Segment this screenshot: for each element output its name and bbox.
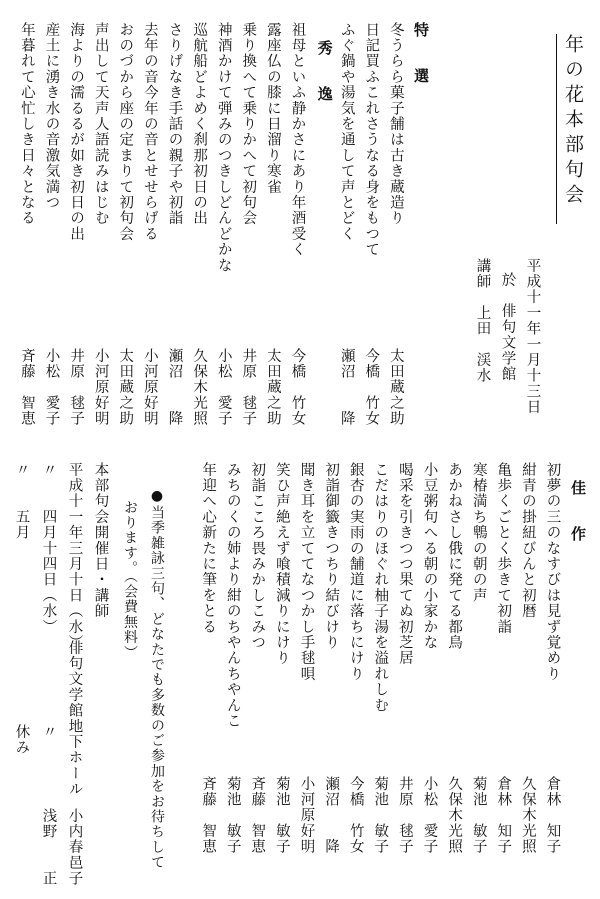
heading-kasaku: 佳 作 [569, 480, 587, 549]
heading-shuitsu: 秀 逸 [315, 40, 334, 109]
haiku-poem: 初詣こころ畏みかしこみつ [249, 462, 266, 651]
haiku-poem: 去年の音今年の音とせせらげる [141, 22, 158, 242]
haiku-author: 太田蔵之助 [117, 348, 134, 427]
schedule-lecturer: 浅野 正 [40, 808, 57, 887]
schedule-place: 〃 [40, 724, 57, 740]
haiku-author: 今橋 竹女 [347, 776, 364, 855]
haiku-poem: 祖母といふ静かさにあり年酒受く [289, 22, 306, 258]
haiku-poem: 神酒かけて弾みのつきしどんどかな [215, 22, 232, 274]
haiku-poem: 日記買ふこれさうなる身をもつて [363, 22, 380, 258]
notice-line2: おります。（会費無料） [122, 500, 138, 661]
haiku-poem: 乗り換へて乗りかへて初句会 [240, 22, 257, 227]
haiku-poem: 海よりの濡るるが如き初日の出 [68, 22, 85, 242]
haiku-author: 井原 毬子 [240, 348, 257, 427]
haiku-author: 小河原好明 [298, 776, 315, 855]
haiku-poem: 産土に湧き水の音激気満つ [43, 22, 60, 211]
schedule-lecturer: 小内春邑子 [66, 808, 83, 887]
haiku-author: 瀬沼 降 [338, 348, 355, 427]
haiku-author: 瀬沼 降 [323, 776, 340, 855]
schedule-date: 平成十一年三月十日（水） [66, 462, 83, 651]
haiku-poem: 寒椿満ち鵯の朝の声 [470, 462, 487, 604]
haiku-author: 斉藤 智恵 [200, 776, 217, 855]
meeting-venue: 於 俳句文学館 [499, 272, 516, 382]
haiku-poem: 紺青の掛紐びんと初暦 [519, 462, 536, 619]
haiku-author: 久保木光照 [446, 776, 463, 855]
haiku-author: 小松 愛子 [215, 348, 232, 427]
page-title: 年の花本部句会 [562, 34, 584, 209]
haiku-author: 小河原好明 [92, 348, 109, 427]
haiku-author: 瀬沼 降 [166, 348, 183, 427]
haiku-author: 菊池 敏子 [470, 776, 487, 855]
haiku-poem: ふぐ鍋や湯気を通して声とどく [338, 22, 355, 242]
divider-mark [140, 452, 142, 460]
haiku-author: 倉林 知子 [544, 776, 561, 855]
haiku-author: 小松 愛子 [421, 776, 438, 855]
haiku-author: 井原 毬子 [68, 348, 85, 427]
haiku-author: 小松 愛子 [43, 348, 60, 427]
title-box [556, 34, 589, 224]
haiku-poem: 声出して天声人語読みはじむ [92, 22, 109, 227]
heading-tokusen: 特 選 [412, 22, 430, 91]
schedule-date: 〃 四月十四日（水） [40, 462, 57, 635]
haiku-poem: 亀歩くごとく歩きて初詣 [495, 462, 512, 635]
haiku-author: 斉藤 智恵 [249, 776, 266, 855]
haiku-poem: 露座仏の膝に日溜り寒雀 [264, 22, 281, 195]
haiku-poem: 笑ひ声絶えず喰積減りにけり [273, 462, 290, 667]
haiku-poem: あかねさし俄に発てる都鳥 [446, 462, 463, 651]
haiku-poem: 喝采を引きつつ果てぬ初芝居 [396, 462, 413, 667]
haiku-author: 久保木光照 [191, 348, 208, 427]
meeting-lecturer: 講師 上田 渓水 [474, 258, 491, 384]
haiku-poem: 年暮れて心忙しき日々となる [18, 22, 35, 227]
haiku-poem: こだはりのほぐれ柚子湯を溢れしむ [372, 462, 389, 714]
haiku-author: 久保木光照 [519, 776, 536, 855]
haiku-author: 小河原好明 [141, 348, 158, 427]
haiku-poem: さりげなき手話の親子や初詣 [166, 22, 183, 227]
haiku-poem: 初夢の三のなすびは見ず覚めり [544, 462, 561, 682]
schedule-heading: 本部句会開催日・講師 [92, 462, 109, 619]
haiku-author: 斉藤 智恵 [18, 348, 35, 427]
haiku-author: 倉林 知子 [495, 776, 512, 855]
haiku-poem: 冬うらら菓子舗は古き蔵造り [387, 22, 404, 227]
haiku-author: 太田蔵之助 [264, 348, 281, 427]
haiku-author: 菊池 敏子 [372, 776, 389, 855]
haiku-poem: 銀杏の実雨の舗道に落ちにけり [347, 462, 364, 682]
haiku-author: 太田蔵之助 [387, 348, 404, 427]
haiku-poem: おのづから座の定まりて初句会 [117, 22, 134, 242]
notice-line1: ●当季雑詠三句、どなたでも多数のご参加をお待ちして [149, 488, 165, 870]
haiku-poem: 初詣御籤きつちり結びけり [323, 462, 340, 651]
haiku-author: 今橋 竹女 [289, 348, 306, 427]
schedule-place: 俳句文学館地下ホール [66, 640, 83, 797]
haiku-poem: 年迎へ心新たに筆をとる [200, 462, 217, 635]
schedule-place: 休み [13, 724, 30, 756]
haiku-author: 井原 毬子 [396, 776, 413, 855]
schedule-date: 〃 五月 [13, 462, 30, 541]
haiku-author: 今橋 竹女 [363, 348, 380, 427]
haiku-author: 菊池 敏子 [224, 776, 241, 855]
haiku-author: 菊池 敏子 [273, 776, 290, 855]
haiku-poem: 小豆粥句へる朝の小家かな [421, 462, 438, 651]
meeting-date: 平成十一年一月十三日 [524, 258, 541, 415]
haiku-poem: 聞き耳を立ててなつかし手毬唄 [298, 462, 315, 682]
haiku-poem: みちのくの姉より紺のちやんちやんこ [224, 462, 241, 729]
haiku-poem: 巡航船どよめく刹那初日の出 [191, 22, 208, 227]
